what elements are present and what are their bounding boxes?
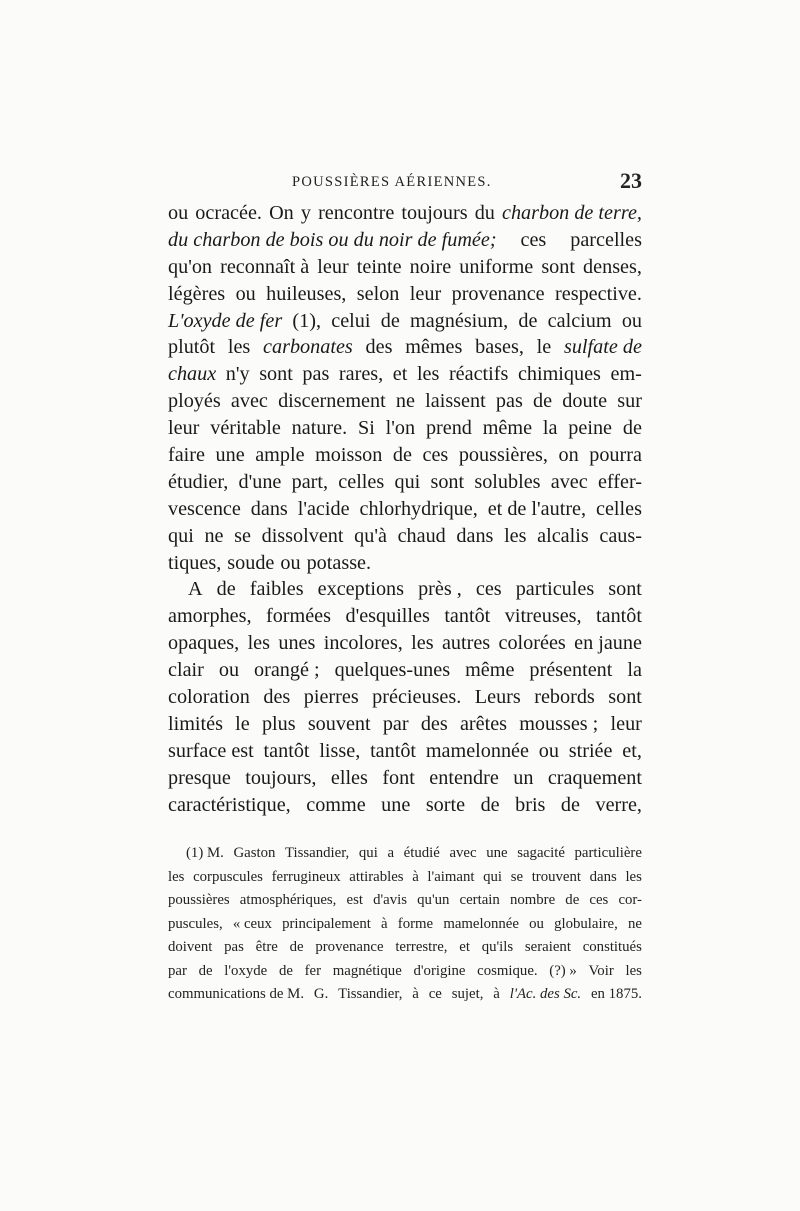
- word: L'oxyde de fer: [168, 309, 283, 332]
- word: nature.: [291, 417, 348, 440]
- word: de: [289, 939, 304, 955]
- word: « ceux: [232, 915, 272, 932]
- word: mamelonnée: [443, 915, 519, 932]
- word: d'origine: [413, 962, 466, 979]
- text-line: [168, 334, 642, 361]
- word: orangé ;: [254, 659, 320, 682]
- word: la: [627, 659, 642, 682]
- word: même: [482, 417, 533, 440]
- word: carbonates: [263, 336, 353, 359]
- word: à: [381, 915, 388, 932]
- word: une: [215, 444, 245, 467]
- word: sujet,: [451, 986, 484, 1002]
- word: pas: [495, 390, 523, 413]
- word: caractéristique,: [168, 793, 291, 816]
- word: principalement: [282, 915, 371, 932]
- word: toujours,: [245, 766, 317, 789]
- word: Si: [358, 417, 375, 440]
- word: de: [533, 390, 553, 413]
- word: exceptions: [317, 578, 404, 601]
- word: celui: [331, 309, 371, 332]
- word: poussières,: [458, 444, 548, 467]
- word: et: [459, 939, 470, 955]
- word: des: [365, 336, 393, 359]
- word: ample: [255, 444, 305, 467]
- text-line: [168, 657, 642, 684]
- word: charbon de terre,: [501, 202, 642, 224]
- word: et,: [622, 739, 642, 762]
- word: celles: [338, 470, 385, 493]
- word: en jaune: [574, 632, 642, 655]
- text-line: [168, 576, 642, 603]
- word: peine: [568, 417, 613, 440]
- word: noire: [409, 255, 452, 278]
- word: tantôt: [263, 739, 310, 762]
- text-line: [168, 469, 642, 496]
- word: laissent: [425, 390, 486, 413]
- word: striée: [568, 739, 613, 762]
- word: ou: [235, 282, 256, 305]
- word: n'y: [225, 363, 250, 386]
- word: près ,: [418, 578, 462, 601]
- word: Voir: [588, 962, 614, 979]
- word: G.: [313, 986, 329, 1002]
- word: étudié: [403, 845, 440, 861]
- word: est: [346, 892, 363, 908]
- word: sont: [430, 470, 465, 493]
- word: arêtes: [459, 712, 508, 735]
- word: souvent: [307, 712, 371, 735]
- text-line: [168, 550, 642, 577]
- word: rares,: [338, 363, 384, 386]
- word: toujours: [401, 202, 468, 224]
- word: elles: [330, 766, 368, 789]
- word: huileuses,: [266, 282, 347, 305]
- text-line: [168, 227, 642, 254]
- word: avec: [449, 845, 477, 861]
- text-line: [168, 388, 642, 415]
- word: chimiques: [517, 363, 601, 386]
- running-head: [168, 170, 642, 196]
- word: réactifs: [448, 363, 509, 386]
- word: sont: [608, 578, 642, 601]
- word: communications de M.: [168, 986, 305, 1002]
- word: atmosphériques,: [239, 892, 337, 908]
- running-title: POUSSIÈRES AÉRIENNES.: [292, 174, 492, 190]
- word: A: [188, 578, 203, 601]
- word: se: [510, 868, 524, 885]
- word: plus: [261, 712, 296, 735]
- word: ou: [529, 915, 544, 932]
- text-line: [168, 254, 642, 281]
- word: les: [168, 868, 185, 885]
- word: pierres: [303, 686, 359, 709]
- word: chaux: [168, 363, 217, 386]
- word: leur: [168, 417, 200, 440]
- word: ou: [280, 551, 301, 574]
- word: avec: [550, 470, 588, 493]
- word: des: [263, 686, 291, 709]
- word: ne: [627, 915, 642, 932]
- word: une: [486, 845, 508, 861]
- word: la: [542, 417, 558, 440]
- text-line: [168, 308, 642, 335]
- word: vitreuses,: [504, 605, 582, 628]
- word: rebords: [534, 686, 595, 709]
- word: globulaire,: [554, 915, 618, 932]
- word: de: [622, 417, 642, 440]
- word: calcium: [547, 309, 612, 332]
- text-line: [168, 603, 642, 630]
- word: un: [513, 766, 534, 789]
- footnote-line: [168, 913, 642, 937]
- word: ces: [520, 228, 547, 251]
- word: chaud: [397, 524, 446, 547]
- word: et: [392, 363, 408, 386]
- word: du charbon de bois ou du noir de fumée;: [168, 228, 497, 251]
- text-line: [168, 711, 642, 738]
- text-line: [168, 792, 642, 819]
- word: terrestre,: [395, 939, 448, 955]
- text-line: [168, 496, 642, 523]
- word: clair: [168, 659, 204, 682]
- word: et de l'autre,: [487, 497, 587, 520]
- word: dissolvent: [261, 524, 344, 547]
- word: ou: [168, 202, 189, 224]
- word: quelques-unes: [334, 659, 451, 682]
- word: ces: [422, 444, 449, 467]
- word: parcelles: [570, 228, 642, 251]
- word: à: [412, 868, 419, 885]
- word: par: [168, 962, 187, 979]
- word: les: [625, 962, 642, 979]
- word: qui: [168, 524, 194, 547]
- word: nombre: [509, 892, 556, 908]
- word: Tissandier,: [285, 845, 350, 861]
- text-line: [168, 442, 642, 469]
- word: précieuses.: [372, 686, 462, 709]
- word: solubles: [474, 470, 541, 493]
- word: formées: [265, 605, 332, 628]
- word: l'aimant: [427, 868, 475, 885]
- word: d'esquilles: [345, 605, 430, 628]
- word: légères: [168, 282, 226, 305]
- word: de: [216, 578, 236, 601]
- word: sont: [608, 686, 642, 709]
- word: alcalis: [537, 524, 589, 547]
- footnote-line: [168, 842, 642, 866]
- word: ne: [395, 390, 415, 413]
- word: leur: [317, 255, 349, 278]
- word: les: [247, 632, 270, 655]
- word: ployés: [168, 390, 221, 413]
- text-line: [168, 765, 642, 792]
- word: doute: [562, 390, 608, 413]
- word: (?) »: [549, 962, 577, 979]
- word: tantôt: [596, 605, 642, 628]
- word: pourra: [589, 444, 642, 467]
- word: Gaston: [233, 845, 276, 861]
- word: celles: [595, 497, 642, 520]
- word: provenance: [315, 939, 384, 955]
- word: bases,: [475, 336, 524, 359]
- word: même: [465, 659, 515, 682]
- word: unes: [278, 632, 316, 655]
- word: les: [416, 363, 440, 386]
- word: sont: [541, 255, 575, 278]
- word: (1) M.: [186, 845, 224, 861]
- word: véritable: [210, 417, 281, 440]
- word: qu'à: [354, 524, 387, 547]
- word: dans: [250, 497, 288, 520]
- word: les: [411, 632, 434, 655]
- word: mamelonnée: [425, 739, 529, 762]
- footnote-line: [168, 936, 642, 960]
- word: limités: [168, 712, 223, 735]
- word: à: [493, 986, 500, 1002]
- word: reconnaît à: [220, 255, 310, 278]
- word: moisson: [315, 444, 383, 467]
- word: magnétique: [332, 962, 402, 979]
- word: de: [565, 892, 580, 908]
- word: qu'ils: [481, 939, 514, 955]
- word: de: [560, 793, 580, 816]
- word: en 1875.: [590, 986, 642, 1002]
- word: de: [380, 309, 400, 332]
- word: sur: [617, 390, 642, 413]
- word: autres: [441, 632, 491, 655]
- word: avec: [230, 390, 268, 413]
- word: de: [278, 962, 293, 979]
- text-line: [168, 200, 642, 227]
- word: particulière: [574, 845, 642, 861]
- word: leur: [610, 712, 642, 735]
- footnote: [168, 842, 642, 1007]
- word: des: [420, 712, 448, 735]
- word: certain: [459, 892, 500, 908]
- word: puscules,: [168, 915, 223, 932]
- text-line: [168, 630, 642, 657]
- word: les: [625, 868, 642, 885]
- word: seraient: [524, 939, 571, 955]
- word: presque: [168, 766, 231, 789]
- word: on: [558, 444, 579, 467]
- footnote-line: [168, 960, 642, 984]
- word: uniforme: [459, 255, 534, 278]
- word: prend: [425, 417, 472, 440]
- word: d'une: [238, 470, 282, 493]
- word: à: [412, 986, 419, 1002]
- word: coloration: [168, 686, 250, 709]
- word: qui: [394, 470, 421, 493]
- word: ocracée.: [195, 202, 262, 224]
- word: le: [536, 336, 552, 359]
- word: denses,: [583, 255, 642, 278]
- word: l'acide: [297, 497, 350, 520]
- word: magnésium,: [410, 309, 509, 332]
- word: opaques,: [168, 632, 240, 655]
- word: sagacité: [517, 845, 565, 861]
- word: incolores,: [323, 632, 403, 655]
- word: doivent: [168, 939, 213, 955]
- word: bris: [515, 793, 546, 816]
- footnote-line: [168, 889, 642, 913]
- word: trouvent: [531, 868, 581, 885]
- word: corpuscules: [193, 868, 263, 885]
- word: ne: [204, 524, 224, 547]
- word: être: [255, 939, 278, 955]
- word: étudier,: [168, 470, 229, 493]
- word: Tissandier,: [338, 986, 403, 1002]
- word: l'Ac. des Sc.: [509, 986, 582, 1002]
- word: potasse.: [306, 551, 372, 574]
- word: ou: [218, 659, 240, 682]
- word: les: [504, 524, 527, 547]
- word: tiques,: [168, 551, 222, 574]
- word: leur: [409, 282, 442, 305]
- word: faibles: [249, 578, 304, 601]
- word: mousses ;: [519, 712, 599, 735]
- word: selon: [356, 282, 400, 305]
- word: le: [235, 712, 250, 735]
- word: verre,: [595, 793, 642, 816]
- word: se: [234, 524, 251, 547]
- word: discernement: [278, 390, 386, 413]
- word: plutôt: [168, 336, 216, 359]
- word: provenance: [451, 282, 545, 305]
- word: em-: [610, 363, 642, 386]
- word: de: [518, 309, 538, 332]
- word: entendre: [429, 766, 499, 789]
- word: de: [392, 444, 412, 467]
- word: respective.: [555, 282, 642, 305]
- word: comme: [306, 793, 366, 816]
- word: a: [387, 845, 395, 861]
- word: ou: [538, 739, 559, 762]
- word: surface est: [168, 739, 254, 762]
- word: pas: [302, 363, 330, 386]
- word: constitués: [582, 939, 642, 955]
- page-number: 23: [620, 168, 642, 193]
- word: du: [474, 202, 495, 224]
- word: chlorhydrique,: [359, 497, 478, 520]
- word: Leurs: [474, 686, 521, 709]
- word: qui: [483, 868, 503, 885]
- word: faire: [168, 444, 205, 467]
- footnote-line: [168, 866, 642, 890]
- word: vescence: [168, 497, 241, 520]
- word: soude: [227, 551, 275, 574]
- word: cor-: [618, 892, 642, 908]
- word: particules: [515, 578, 595, 601]
- word: teinte: [356, 255, 402, 278]
- word: colorées: [498, 632, 566, 655]
- footnote-line: [168, 983, 642, 1007]
- word: les: [227, 336, 251, 359]
- word: y: [300, 202, 311, 224]
- word: sorte: [425, 793, 466, 816]
- word: de: [480, 793, 500, 816]
- word: qu'un: [417, 892, 450, 908]
- word: (1),: [292, 309, 322, 332]
- word: pas: [224, 939, 244, 955]
- word: poussières: [168, 892, 230, 908]
- word: rencontre: [318, 202, 395, 224]
- word: ce: [428, 986, 442, 1002]
- word: dans: [589, 868, 617, 885]
- word: qu'on: [168, 255, 213, 278]
- word: tantôt: [444, 605, 491, 628]
- word: part,: [291, 470, 329, 493]
- word: de: [198, 962, 213, 979]
- word: ces: [589, 892, 609, 908]
- text-line: [168, 523, 642, 550]
- word: ferrugineux: [271, 868, 341, 885]
- word: tantôt: [370, 739, 417, 762]
- word: lisse,: [319, 739, 361, 762]
- text-line: [168, 361, 642, 388]
- word: craquement: [547, 766, 642, 789]
- word: attirables: [349, 868, 404, 885]
- word: présentent: [529, 659, 613, 682]
- word: l'on: [385, 417, 416, 440]
- text-line: [168, 738, 642, 765]
- word: effer-: [597, 470, 642, 493]
- word: sulfate de: [563, 336, 642, 359]
- word: font: [382, 766, 415, 789]
- word: par: [382, 712, 409, 735]
- word: cosmique.: [477, 962, 538, 979]
- word: caus-: [599, 524, 642, 547]
- word: une: [381, 793, 411, 816]
- word: sont: [259, 363, 293, 386]
- word: ces: [475, 578, 502, 601]
- word: qui: [358, 845, 378, 861]
- word: d'avis: [373, 892, 407, 908]
- text-line: [168, 415, 642, 442]
- text-line: [168, 281, 642, 308]
- word: mêmes: [405, 336, 463, 359]
- word: amorphes,: [168, 605, 252, 628]
- word: fer: [304, 962, 322, 979]
- body-text: [168, 200, 642, 818]
- word: l'oxyde: [224, 962, 268, 979]
- word: On: [269, 202, 294, 224]
- word: dans: [456, 524, 494, 547]
- word: forme: [397, 915, 434, 932]
- text-line: [168, 684, 642, 711]
- word: ou: [621, 309, 642, 332]
